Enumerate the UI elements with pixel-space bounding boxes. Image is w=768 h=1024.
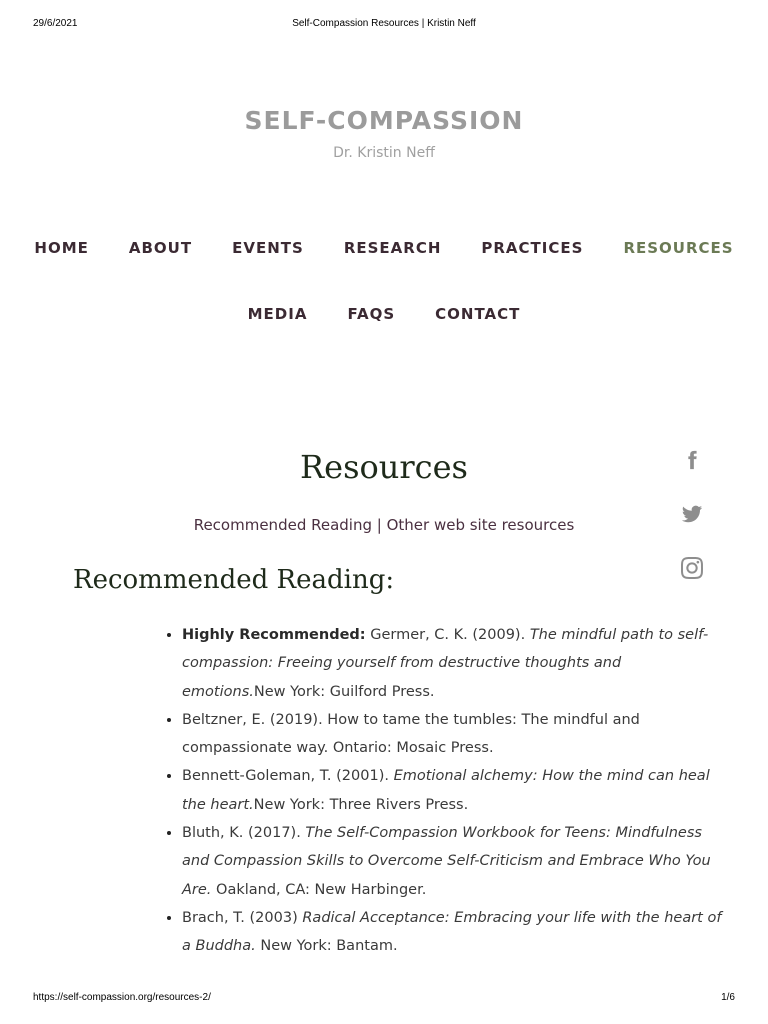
print-date: 29/6/2021	[33, 18, 78, 29]
item-publisher: New York: Three Rivers Press.	[253, 796, 469, 813]
list-item	[182, 706, 722, 763]
nav-item-resources[interactable]: RESOURCES	[623, 239, 734, 257]
site-subtitle: Dr. Kristin Neff	[333, 145, 435, 161]
nav-item-media[interactable]: MEDIA	[247, 305, 308, 323]
recommended-reading-link[interactable]: Recommended Reading	[193, 516, 372, 534]
item-bold: Highly Recommended:	[182, 627, 366, 643]
item-publisher: New York: Bantam.	[255, 938, 398, 955]
other-resources-link[interactable]: Other web site resources	[386, 516, 575, 534]
nav-item-research[interactable]: RESEARCH	[343, 239, 442, 257]
item-text: Bennett-Goleman, T. (2001).	[182, 768, 394, 785]
print-footer	[0, 992, 768, 1008]
item-publisher: New York: Guilford Press.	[253, 683, 435, 700]
item-title: The Self-Compassion Workbook for Teens: Mindfulness and Compassion Skills to Overcome Self-Criticism and Embrace Who You Are.	[182, 825, 711, 898]
nav-item-practices[interactable]: PRACTICES	[481, 239, 584, 257]
print-url: https://self-compassion.org/resources-2/	[33, 992, 211, 1003]
item-title: Emotional alchemy: How the mind can heal the heart.	[182, 768, 710, 813]
item-title: The mindful path to self-compassion: Freeing yourself from destructive thoughts and emotions.	[182, 627, 709, 700]
item-title: Radical Acceptance: Embracing your life with the heart of a Buddha.	[182, 909, 722, 955]
print-page-title: Self-Compassion Resources | Kristin Neff	[292, 18, 476, 29]
nav-row-2	[0, 305, 768, 323]
list-item	[182, 819, 722, 904]
list-item	[182, 762, 722, 819]
list-item	[182, 904, 722, 961]
nav-row-1	[0, 239, 768, 257]
print-header	[0, 18, 768, 34]
nav-item-faqs[interactable]: FAQS	[347, 305, 396, 323]
link-separator: |	[372, 516, 387, 534]
reading-list	[160, 621, 722, 961]
recommended-reading-heading: Recommended Reading:	[73, 565, 395, 595]
nav-item-home[interactable]: HOME	[34, 239, 89, 257]
item-text: Brach, T. (2003)	[182, 909, 303, 926]
nav-item-events[interactable]: EVENTS	[232, 239, 304, 257]
page-title: Resources	[300, 448, 468, 486]
nav-item-about[interactable]: ABOUT	[128, 239, 193, 257]
item-text: Beltzner, E. (2019). How to tame the tumbles: The mindful and compassionate way. Ontario: Mosaic Press.	[182, 711, 640, 757]
print-page-number: 1/6	[721, 992, 735, 1003]
section-links	[0, 516, 768, 534]
item-text: Bluth, K. (2017).	[182, 825, 306, 842]
nav-item-contact[interactable]: CONTACT	[435, 305, 521, 323]
list-item	[182, 621, 722, 706]
site-title[interactable]: SELF-COMPASSION	[244, 106, 524, 135]
instagram-icon[interactable]	[680, 556, 704, 580]
item-publisher: Oakland, CA: New Harbinger.	[211, 881, 427, 898]
item-text: Germer, C. K. (2009).	[365, 627, 530, 643]
